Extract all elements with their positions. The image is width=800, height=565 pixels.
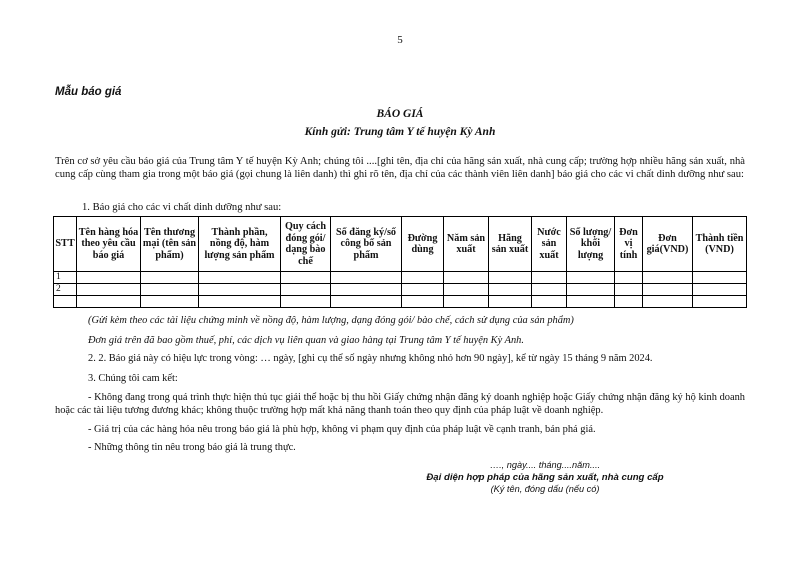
table-cell xyxy=(532,272,567,284)
table-cell xyxy=(532,284,567,296)
header-cell: Nước sản xuất xyxy=(532,217,567,272)
table-cell xyxy=(199,272,281,284)
table-cell xyxy=(693,296,747,308)
header-cell: STT xyxy=(54,217,77,272)
table-body xyxy=(54,272,747,308)
table-cell xyxy=(643,272,693,284)
table-cell xyxy=(77,272,141,284)
table-cell xyxy=(331,284,402,296)
table-cell xyxy=(402,284,444,296)
table-cell xyxy=(489,272,532,284)
table-cell: 1 xyxy=(54,272,77,284)
table-cell xyxy=(281,272,331,284)
header-cell: Đơn giá(VND) xyxy=(643,217,693,272)
table-cell xyxy=(532,296,567,308)
table-cell xyxy=(281,296,331,308)
table-cell xyxy=(567,296,615,308)
document-title: BÁO GIÁ xyxy=(376,108,424,120)
header-cell: Hãng sản xuất xyxy=(489,217,532,272)
date-line: …., ngày.... tháng....năm.... xyxy=(489,460,601,470)
table-cell xyxy=(615,284,643,296)
header-cell: Quy cách đóng gói/ dạng bào chế xyxy=(281,217,331,272)
table-header-row xyxy=(54,217,747,272)
header-cell: Đường dùng xyxy=(402,217,444,272)
table-cell xyxy=(615,272,643,284)
addressee: Kính gửi: Trung tâm Y tế huyện Kỳ Anh xyxy=(304,126,496,138)
table-cell xyxy=(199,284,281,296)
table-cell: 2 xyxy=(54,284,77,296)
table-cell xyxy=(489,296,532,308)
table-cell xyxy=(141,284,199,296)
table-cell xyxy=(615,296,643,308)
table-cell xyxy=(567,272,615,284)
section-1-heading: 1. Báo giá cho các vi chất dinh dưỡng như sau: xyxy=(82,202,282,213)
header-cell: Tên hàng hóa theo yêu cầu báo giá xyxy=(77,217,141,272)
commitment-2: - Giá trị của các hàng hóa nêu trong báo giá là phù hợp, không vi phạm quy định của pháp luật về cạnh tranh, bán phá giá. xyxy=(88,424,596,435)
table-cell xyxy=(444,272,489,284)
header-cell: Đơn vị tính xyxy=(615,217,643,272)
table-cell xyxy=(54,296,77,308)
table-row xyxy=(54,284,747,296)
table-cell xyxy=(77,284,141,296)
table-cell xyxy=(331,296,402,308)
header-cell: Số lượng/ khối lượng xyxy=(567,217,615,272)
table-cell xyxy=(199,296,281,308)
table-cell xyxy=(489,284,532,296)
table-cell xyxy=(444,284,489,296)
commitment-1: - Không đang trong quá trình thực hiện thủ tục giải thể hoặc bị thu hồi Giấy chứng nhận đăng ký doanh nghiệp hoặc Giấy chứng nhận đăng ký hộ kinh doanh hoặc các tài liệu tương đương khác; không thuộc trường hợp mất khả năng thanh toán theo quy định của pháp luật về doanh nghiệp. xyxy=(55,392,745,416)
section-3-heading: 3. Chúng tôi cam kết: xyxy=(88,373,178,384)
table-cell xyxy=(693,284,747,296)
page-number: 5 xyxy=(397,34,403,46)
commitment-3: - Những thông tin nêu trong báo giá là trung thực. xyxy=(88,442,296,453)
form-label: Mẫu báo giá xyxy=(55,86,122,98)
intro-paragraph: Trên cơ sở yêu cầu báo giá của Trung tâm Y tế huyện Kỳ Anh; chúng tôi ....[ghi tên, địa chỉ của hãng sản xuất, nhà cung cấp; trường hợp nhiều hãng sản xuất, nhà cung cấp cùng tham gia trong một báo giá (gọi chung là liên danh) thì ghi rõ tên, địa chỉ của các thành viên liên danh] báo giá cho các vi chất dinh dưỡng như sau: xyxy=(55,156,745,180)
table-cell xyxy=(643,284,693,296)
table-row xyxy=(54,296,747,308)
header-cell: Năm sản xuất xyxy=(444,217,489,272)
table-cell xyxy=(77,296,141,308)
header-cell: Số đăng ký/số công bố sản phẩm xyxy=(331,217,402,272)
header-cell: Thành phần, nồng độ, hàm lượng sản phẩm xyxy=(199,217,281,272)
note-price-inclusion: Đơn giá trên đã bao gồm thuế, phí, các dịch vụ liên quan và giao hàng tại Trung tâm Y tế huyện Kỳ Anh. xyxy=(88,335,524,346)
section-2-validity: 2. 2. Báo giá này có hiệu lực trong vòng: … ngày, [ghi cụ thể số ngày nhưng không nhỏ hơn 90 ngày], kể từ ngày 15 tháng 9 năm 2024. xyxy=(88,353,653,364)
table-cell xyxy=(141,272,199,284)
table-cell xyxy=(281,284,331,296)
table-cell xyxy=(141,296,199,308)
table-cell xyxy=(402,272,444,284)
table-cell xyxy=(331,272,402,284)
table-cell xyxy=(402,296,444,308)
signer-title: Đại diện hợp pháp của hãng sản xuất, nhà cung cấp xyxy=(426,472,664,483)
signature-note: (Ký tên, đóng dấu (nếu có) xyxy=(490,484,600,494)
quote-table xyxy=(53,216,747,308)
table-cell xyxy=(643,296,693,308)
table-cell xyxy=(567,284,615,296)
table-cell xyxy=(693,272,747,284)
header-cell: Thành tiền (VND) xyxy=(693,217,747,272)
note-attachments: (Gửi kèm theo các tài liệu chứng minh về nồng độ, hàm lượng, dạng đóng gói/ bào chế, cách sử dụng của sản phẩm) xyxy=(88,315,574,326)
table-cell xyxy=(444,296,489,308)
header-cell: Tên thương mại (tên sản phẩm) xyxy=(141,217,199,272)
table-row xyxy=(54,272,747,284)
